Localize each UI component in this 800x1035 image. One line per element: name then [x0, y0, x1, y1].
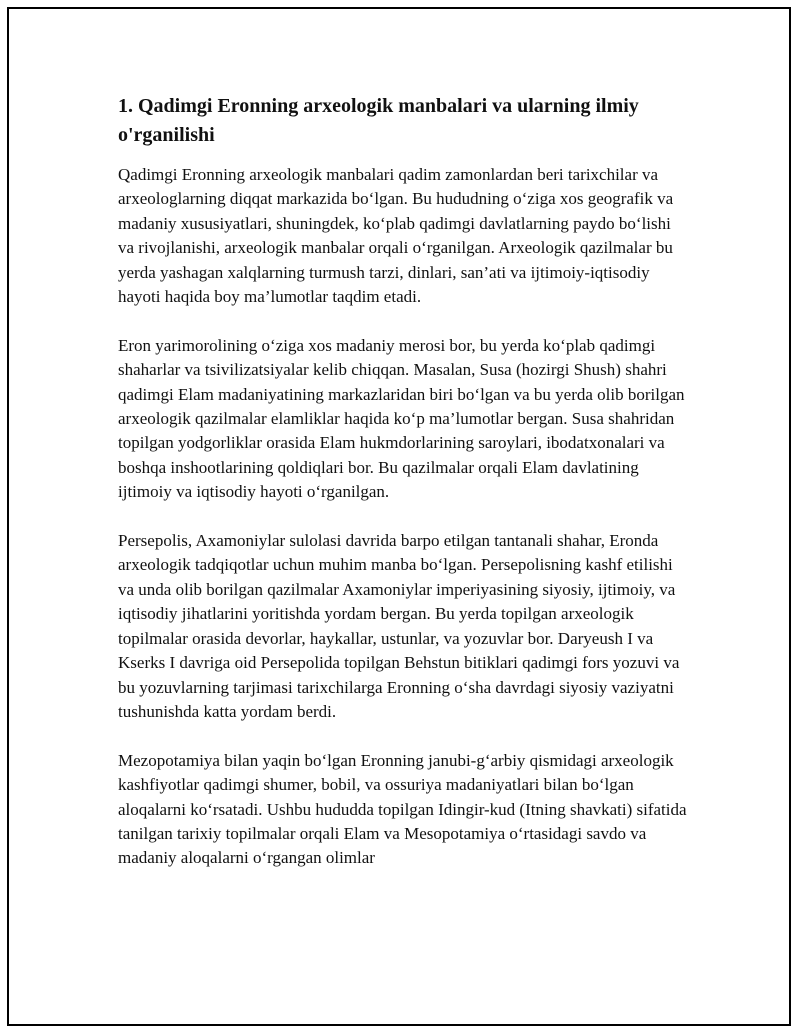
paragraph-4: Mezopotamiya bilan yaqin bo‘lgan Eronning janubi-g‘arbiy qismidagi arxeologik kashfiyotlar qadimgi shumer, bobil, va ossuriya madaniyatlari bilan bo‘lgan aloqalarni ko‘rsatadi. Ushbu hududda topilgan Idingir-kud (Itning shavkati) sifatida tanilgan tarixiy topilmalar orqali Elam va Mesopotamiya o‘rtasidagi savdo va madaniy aloqalarni o‘rgangan olimlar [118, 750, 687, 868]
paragraph-1: Qadimgi Eronning arxeologik manbalari qadim zamonlardan beri tarixchilar va arxeologlarning diqqat markazida bo‘lgan. Bu hududning o‘ziga xos geografik va madaniy xususiyatlari, shuningdek, ko‘plab qadimgi davlatlarning paydo bo‘lishi va rivojlanishi, arxeologik manbalar orqali o‘rganilgan. Arxeologik qazilmalar bu yerda yashagan xalqlarning turmush tarzi, dinlari, san’ati va ijtimoiy-iqtisodiy hayoti haqida boy ma’lumotlar taqdim etadi. [118, 165, 674, 307]
paragraph-3: Persepolis, Axamoniylar sulolasi davrida barpo etilgan tantanali shahar, Eronda arxeologik tadqiqotlar uchun muhim manba bo‘lgan. Persepolisning kashf etilishi va unda olib borilgan qazilmalar Axamoniylar imperiyasining siyosiy, ijtimoiy, va iqtisodiy jihatlarini yoritishda yordam bergan. Bu yerda topilgan arxeologik topilmalar orasida devorlar, haykallar, ustunlar, va yozuvlar bor. Daryeush I va Kserks I davriga oid Persepolida topilgan Behstun bitiklari qadimgi fors yozuvi va bu yozuvlarning tarjimasi tarixchilarga Eronning o‘sha davrdagi siyosiy vaziyatni tushunishda katta yordam berdi. [118, 531, 680, 721]
section-heading: 1. Qadimgi Eronning arxeologik manbalari va ularning ilmiy o'rganilishi [118, 95, 639, 146]
paragraph-2: Eron yarimorolining o‘ziga xos madaniy merosi bor, bu yerda ko‘plab qadimgi shaharlar va tsivilizatsiyalar kelib chiqqan. Masalan, Susa (hozirgi Shush) shahri qadimgi Elam madaniyatining markazlaridan biri bo‘lgan va bu yerda olib borilgan arxeologik qazilmalar elamliklar haqida ko‘p ma’lumotlar bergan. Susa shahridan topilgan yodgorliklar orasida Elam hukmdorlarining saroylari, ibodatxonalari va boshqa inshootlarining qoldiqlari bor. Bu qazilmalar orqali Elam davlatining ijtimoiy va iqtisodiy hayoti o‘rganilgan. [118, 335, 685, 502]
document-body [118, 92, 688, 895]
